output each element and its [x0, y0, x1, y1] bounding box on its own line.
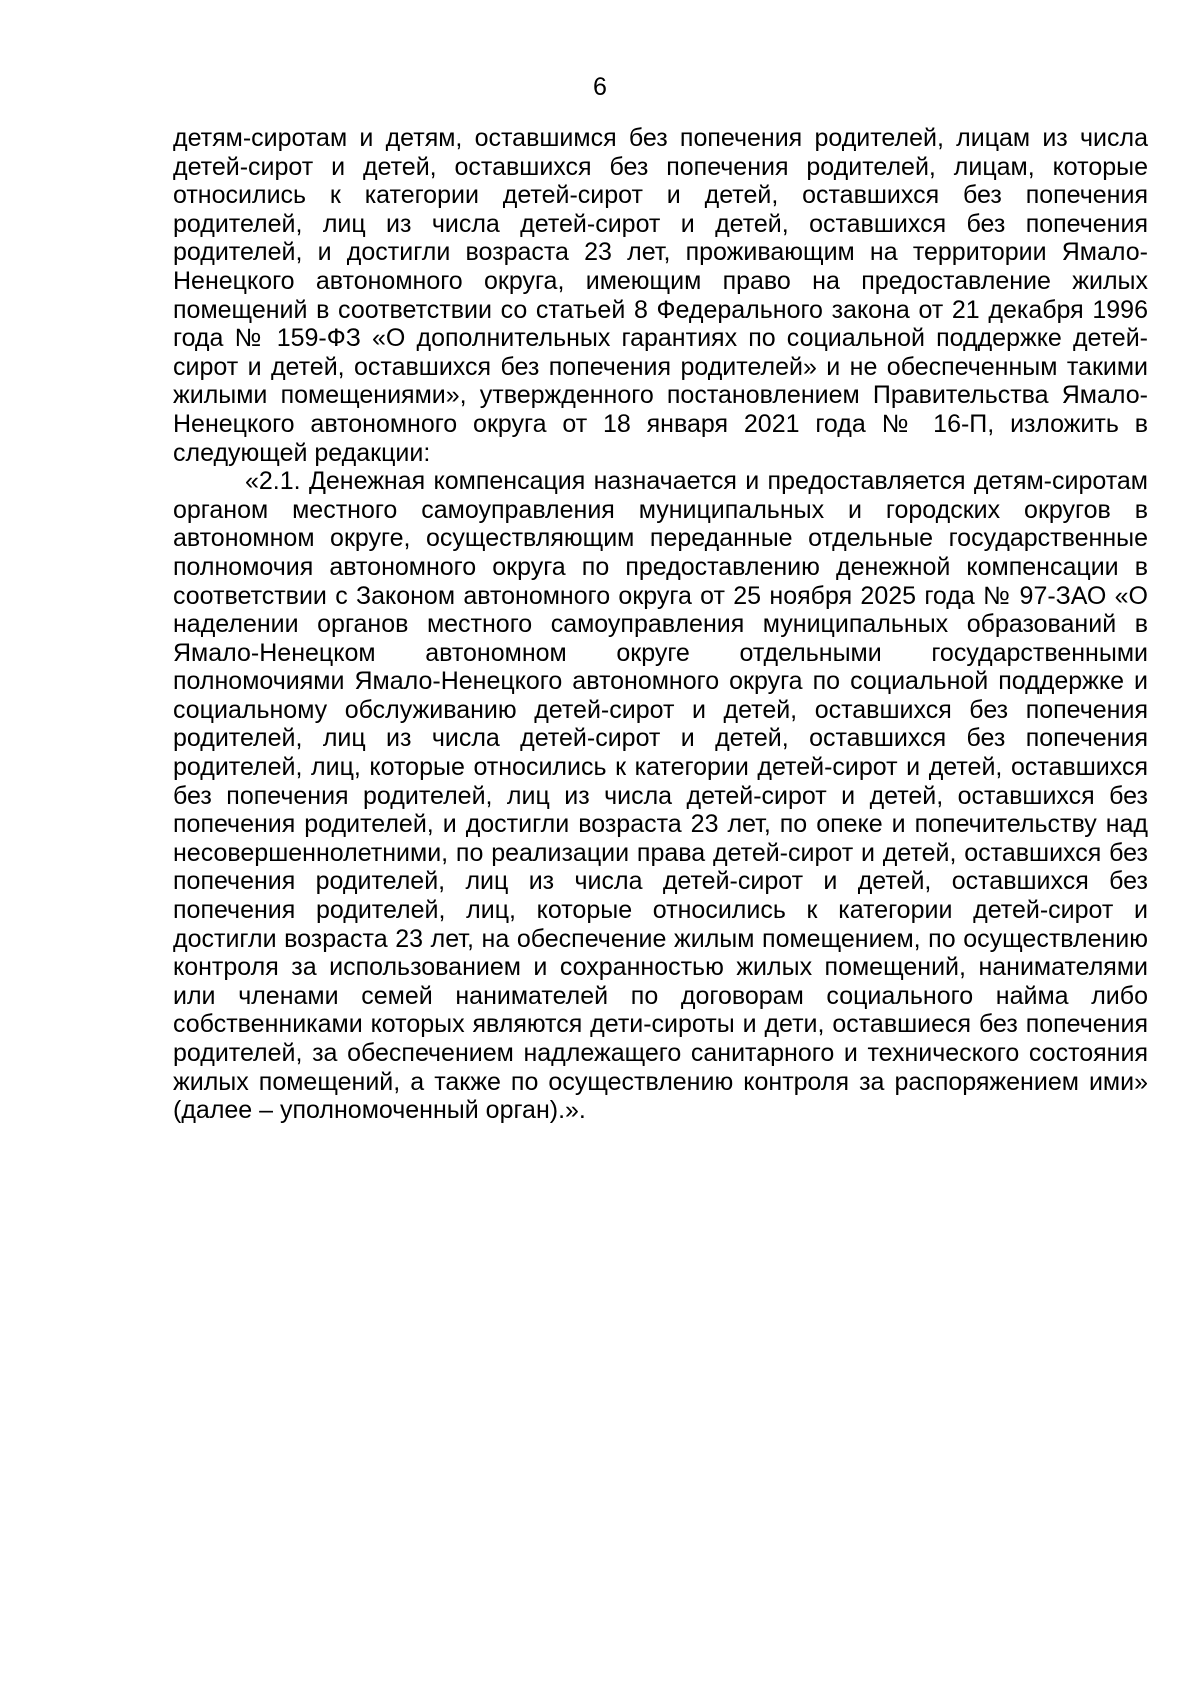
page-number: 6 [593, 73, 607, 101]
document-body [173, 124, 1148, 1125]
paragraph-continuation: детям-сиротам и детям, оставшимся без попечения родителей, лицам из числа детей-сирот и детей, оставшихся без попечения родителей, лицам, которые относились к категории детей-сирот и детей, оставшихся без попечения родителей, лиц из числа детей-сирот и детей, оставшихся без попечения родителей, и достигли возраста 23 лет, проживающим на территории Ямало-Ненецкого автономного округа, имеющим право на предоставление жилых помещений в соответствии со статьей 8 Федерального закона от 21 декабря 1996 года № 159-ФЗ «О дополнительных гарантиях по социальной поддержке детей-сирот и детей, оставшихся без попечения родителей» и не обеспеченным такими жилыми помещениями», утвержденного постановлением Правительства Ямало-Ненецкого автономного округа от 18 января 2021 года № 16-П, изложить в следующей редакции: [173, 124, 1148, 467]
paragraph-clause-2-1: «2.1. Денежная компенсация назначается и предоставляется детям-сиротам органом местного самоуправления муниципальных и городских округов в автономном округе, осуществляющим переданные отдельные государственные полномочия автономного округа по предоставлению денежной компенсации в соответствии с Законом автономного округа от 25 ноября 2025 года № 97-ЗАО «О наделении органов местного самоуправления муниципальных образований в Ямало-Ненецком автономном округе отдельными государственными полномочиями Ямало-Ненецкого автономного округа по социальной поддержке и социальному обслуживанию детей-сирот и детей, оставшихся без попечения родителей, лиц из числа детей-сирот и детей, оставшихся без попечения родителей, лиц, которые относились к категории детей-сирот и детей, оставшихся без попечения родителей, лиц из числа детей-сирот и детей, оставшихся без попечения родителей, и достигли возраста 23 лет, по опеке и попечительству над несовершеннолетними, по реализации права детей-сирот и детей, оставшихся без попечения родителей, лиц из числа детей-сирот и детей, оставшихся без попечения родителей, лиц, которые относились к категории детей-сирот и достигли возраста 23 лет, на обеспечение жилым помещением, по осуществлению контроля за использованием и сохранностью жилых помещений, нанимателями или членами семей нанимателей по договорам социального найма либо собственниками которых являются дети-сироты и дети, оставшиеся без попечения родителей, за обеспечением надлежащего санитарного и технического состояния жилых помещений, а также по осуществлению контроля за распоряжением ими» (далее – уполномоченный орган).». [173, 467, 1148, 1125]
